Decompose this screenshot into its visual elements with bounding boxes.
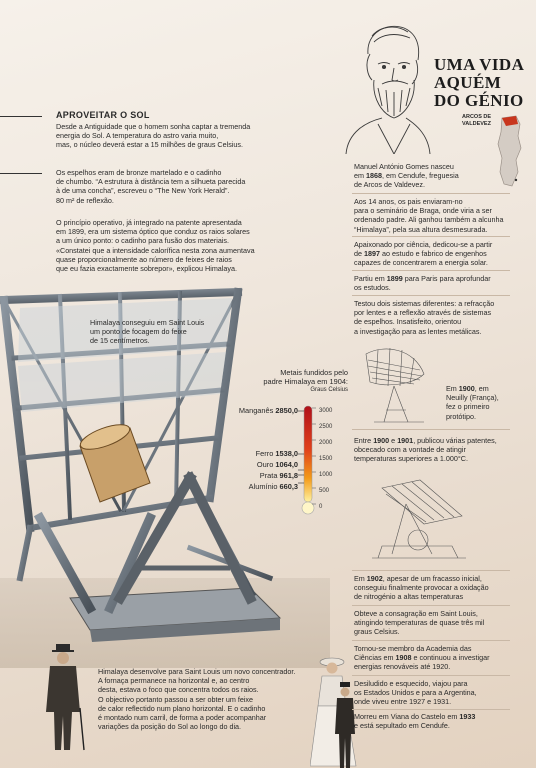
metals-title: Metais fundidos pelo padre Himalaya em 1904: Graus Celsius [263, 368, 348, 394]
focus-caption: Himalaya conseguiu em Saint Louis um ponto de focagem do feixe de 15 centímetros. [90, 318, 205, 346]
bio-academy: Tornou-se membro da Academia das Ciências em 1908 e continuou a investigar energias renováveis até 1920. [354, 644, 490, 672]
section-rule [0, 116, 42, 117]
mirrors-paragraph: Os espelhos eram de bronze martelado e o cadinho de chumbo. “A estrutura à distância tem a silhueta parecida à de uma concha”, escreveu o “The New York Herald”. 80 m² de reflexão. [56, 168, 246, 205]
separator [352, 270, 510, 271]
bio-prototype: Em 1900, em Neuilly (França), fez o primeiro protótipo. [446, 384, 499, 421]
bio-seminary: Aos 14 anos, os pais enviaram-no para o seminário de Braga, onde viria a ser ordenado padre. Ali ganhou também a alcunha “Himalaya”, pela sua altura desmesurada. [354, 197, 504, 234]
separator [352, 429, 510, 430]
metal-iron: Ferro 1538,0 [255, 449, 298, 458]
separator [352, 675, 510, 676]
metal-gold: Ouro 1064,0 [256, 460, 298, 469]
separator [352, 640, 510, 641]
bio-death: Morreu em Viana do Castelo em 1933 e está sepultado em Cendufe. [354, 712, 476, 731]
bio-birth: Manuel António Gomes nasceu em 1868, em Cendufe, freguesia de Arcos de Valdevez. [354, 162, 459, 190]
prototype-sketch [354, 344, 444, 426]
metal-aluminium: Alumínio 660,3 [248, 482, 298, 491]
intro-paragraph: Desde a Antiguidade que o homem sonha captar a tremenda energia do Sol. A temperatura do astro varia muito, mas, o núcleo deverá estar a 15 milhões de graus Celsius. [56, 122, 251, 150]
page-title: UMA VIDA AQUÉM DO GÉNIO [434, 55, 525, 110]
separator [352, 570, 510, 571]
portrait-illustration [338, 14, 438, 154]
mirror-rule [0, 173, 42, 174]
metal-silver: Prata 961,8 [259, 471, 298, 480]
map-label: ARCOS DE VALDEVEZ [462, 114, 492, 127]
bio-saint-louis: Obteve a consagração em Saint Louis, atingindo temperaturas de quase três mil graus Celsius. [354, 609, 485, 637]
bio-travels: Desiludido e esquecido, viajou para os Estados Unidos e para a Argentina, onde viveu entre 1927 e 1931. [354, 679, 477, 707]
separator [352, 709, 510, 710]
bio-patents: Entre 1900 e 1901, publicou várias patentes, obcecado com a vontade de atingir temperaturas superiores a 1.000°C. [354, 436, 497, 464]
separator [352, 295, 510, 296]
bio-oxidation: Em 1902, apesar de um fracasso inicial, conseguiu finalmente provocar a oxidação de nitrogénio a altas temperaturas [354, 574, 489, 602]
metal-manganese: Manganês 2850,0 [238, 406, 298, 415]
bio-paris: Partiu em 1899 para Paris para aprofundar os estudos. [354, 274, 491, 293]
principle-paragraph: O princípio operativo, já integrado na patente apresentada em 1899, era um sistema óptico que conduz os raios solares a um único ponto: o cadinho para fusão dos materiais. «Constatei que a intensidade calorífica nesta zona aumentava quase proporcionalmente ao número de feixes de raios que eu fazia exactamente sobrepor», explicou Himalaya. [56, 218, 255, 274]
apparatus-sketch [362, 476, 472, 568]
bio-systems: Testou dois sistemas diferentes: a refracção por lentes e a reflexão através de sistemas de espelhos. Insatisfeito, orientou a investigação para as lentes metálicas. [354, 299, 495, 336]
concentrator-caption: Himalaya desenvolve para Saint Louis um novo concentrador. A fornaça permanece na horizontal e, ao centro desta, estava o foco que concentra todos os raios. O objectivo portanto passou a ser obter um feixe de calor reflectido num plano horizontal. E o cadinho é montado num carril, de forma a poder acompanhar variações da posição do Sol ao longo do dia. [98, 667, 296, 732]
man-figure-illustration [42, 642, 86, 754]
separator [352, 236, 510, 237]
separator [352, 193, 510, 194]
separator [352, 605, 510, 606]
scale-ticks: 3000 2500 2000 1500 1000 500 0 [319, 408, 333, 510]
bio-science: Apaixonado por ciência, dedicou-se a partir de 1897 ao estudo e fabrico de engenhos capazes de concentrarem a energia solar. [354, 240, 493, 268]
section-heading: APROVEITAR O SOL [56, 110, 150, 120]
